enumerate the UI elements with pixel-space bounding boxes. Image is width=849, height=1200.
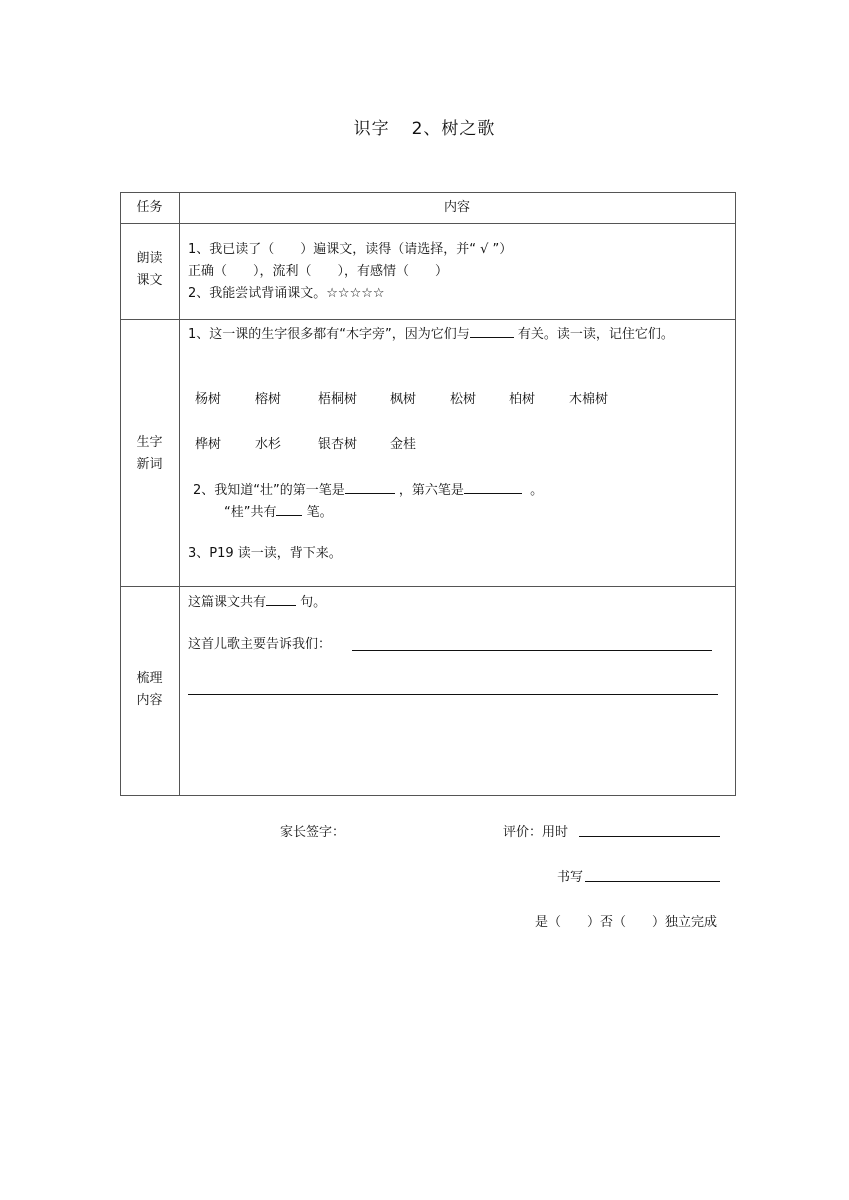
word-item: 枫树 bbox=[390, 392, 417, 407]
blank-stroke-count[interactable] bbox=[276, 500, 302, 516]
summary-line1: 这篇课文共有 句。 bbox=[188, 590, 326, 613]
word-item: 松树 bbox=[450, 392, 477, 407]
word-item: 杨树 bbox=[195, 392, 222, 407]
reading-line1: 1、我已读了（ ）遍课文，读得（请选择，并“ √ ”） bbox=[188, 242, 513, 257]
header-content: 内容 bbox=[443, 200, 470, 215]
eval-time-line[interactable] bbox=[579, 836, 720, 837]
word-item: 梧桐树 bbox=[318, 392, 358, 407]
blank-sentence-count[interactable] bbox=[266, 590, 296, 606]
table-border-bottom bbox=[120, 795, 736, 796]
newwords-q2: 2、我知道“壮”的第一笔是 ，第六笔是 。 bbox=[193, 478, 543, 501]
newwords-q3: 3、P19 读一读，背下来。 bbox=[188, 546, 342, 561]
header-task: 任务 bbox=[136, 200, 163, 215]
row-label-reading: 朗读 课文 bbox=[136, 251, 163, 288]
table-border-right bbox=[735, 192, 736, 796]
word-item: 水杉 bbox=[255, 437, 282, 452]
word-item: 桦树 bbox=[195, 437, 222, 452]
writing-line[interactable] bbox=[585, 881, 720, 882]
reading-line3: 2、我能尝试背诵课文。☆☆☆☆☆ bbox=[188, 286, 385, 301]
summary-line2: 这首儿歌主要告诉我们： bbox=[188, 637, 332, 652]
blank-relation[interactable] bbox=[470, 322, 514, 338]
word-item: 金桂 bbox=[390, 437, 417, 452]
row-divider-2 bbox=[120, 586, 736, 587]
row-label-summary: 梳理 内容 bbox=[136, 671, 163, 708]
blank-first-stroke[interactable] bbox=[345, 478, 395, 494]
independent-completion: 是（ ）否（ ）独立完成 bbox=[535, 915, 718, 930]
eval-time-label: 评价：用时 bbox=[503, 825, 569, 840]
writing-label: 书写 bbox=[557, 870, 584, 885]
page-title bbox=[0, 114, 849, 139]
header-divider bbox=[120, 223, 736, 224]
title-part1: 识字 bbox=[353, 119, 390, 139]
newwords-q1: 1、这一课的生字很多都有“木字旁”，因为它们与 有关。读一读，记住它们。 bbox=[188, 322, 674, 345]
table-border-top bbox=[120, 192, 736, 193]
parent-signature-label: 家长签字： bbox=[280, 825, 346, 840]
worksheet-table bbox=[120, 192, 736, 796]
title-part2: 2、树之歌 bbox=[411, 119, 496, 139]
row-divider-1 bbox=[120, 319, 736, 320]
answer-line-1[interactable] bbox=[352, 650, 712, 651]
row-label-newwords: 生字 新词 bbox=[136, 435, 163, 472]
newwords-q2-count: “桂”共有 笔。 bbox=[224, 500, 333, 523]
answer-line-2[interactable] bbox=[188, 694, 718, 695]
table-column-divider bbox=[179, 192, 180, 796]
word-item: 柏树 bbox=[509, 392, 536, 407]
blank-sixth-stroke[interactable] bbox=[464, 478, 522, 494]
word-item: 榕树 bbox=[255, 392, 282, 407]
reading-line2: 正确（ ），流利（ ），有感情（ ） bbox=[188, 264, 449, 279]
word-item: 木棉树 bbox=[569, 392, 609, 407]
word-item: 银杏树 bbox=[318, 437, 358, 452]
